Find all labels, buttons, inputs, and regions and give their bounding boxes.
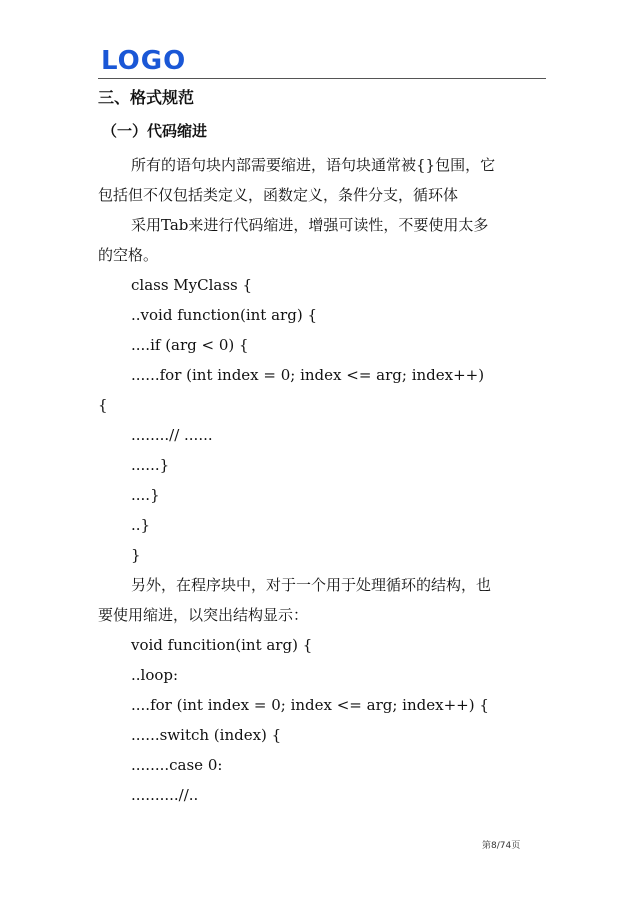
code-line: ..void function(int arg) { (131, 306, 317, 324)
page-number: 第8/74页 (482, 841, 521, 851)
subsection-heading: （一）代码缩进 (102, 122, 208, 140)
code-line: ....for (int index = 0; index <= arg; index++) { (131, 696, 489, 714)
header-divider (98, 78, 546, 79)
code-line: ....if (arg < 0) { (131, 336, 249, 354)
code-line: ......} (131, 456, 170, 474)
code-line: ..loop: (131, 666, 179, 684)
code-line: ..} (131, 516, 151, 534)
document-body (98, 150, 546, 810)
code-line: ....} (131, 486, 160, 504)
code-line: ......switch (index) { (131, 726, 282, 744)
logo: LOGO (101, 46, 187, 76)
code-line: class MyClass { (131, 276, 253, 294)
paragraph-line: 所有的语句块内部需要缩进，语句块通常被{}包围，它 (131, 156, 496, 174)
code-line: ......for (int index = 0; index <= arg; index++) (131, 366, 485, 384)
paragraph-line: 要使用缩进，以突出结构显示： (98, 606, 309, 624)
paragraph-line: 包括但不仅包括类定义，函数定义，条件分支，循环体 (98, 186, 459, 204)
paragraph-line: 的空格。 (98, 246, 159, 264)
paragraph-line: 采用Tab来进行代码缩进，增强可读性，不要使用太多 (131, 216, 489, 234)
section-heading: 三、格式规范 (98, 88, 195, 107)
code-line: void funcition(int arg) { (131, 636, 313, 654)
paragraph-line: 另外，在程序块中，对于一个用于处理循环的结构，也 (131, 576, 492, 594)
code-line: ........case 0: (131, 756, 223, 774)
code-line: } (131, 546, 141, 564)
code-line: { (98, 396, 108, 414)
code-line: ........// ...... (131, 426, 213, 444)
code-line: ..........//.. (131, 786, 199, 804)
